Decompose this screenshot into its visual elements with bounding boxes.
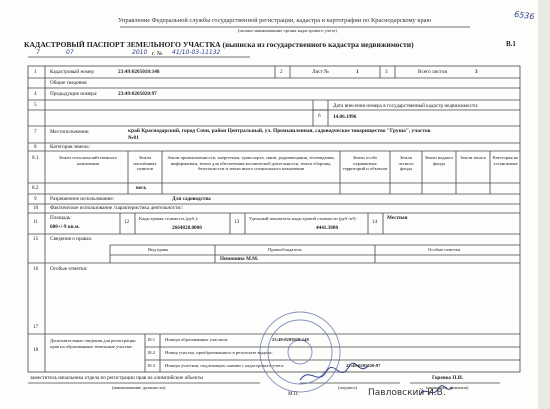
row-number: 10	[33, 205, 39, 211]
previous-numbers-label: Предыдущие номера:	[50, 91, 98, 97]
row-number: 18.1	[147, 337, 156, 342]
previous-numbers-value: 23:49:0205020:97	[118, 91, 157, 97]
form-code: В.1	[506, 40, 516, 48]
cadastral-number-value: 23:49:0205018:148	[118, 69, 160, 75]
row-number: 11	[33, 219, 38, 225]
rights-label: Сведения о правах:	[50, 236, 93, 242]
category-water: Земли водного фонда	[424, 155, 454, 166]
row-number: 4	[34, 91, 37, 97]
area-value: 600+/-9 кв.м.	[50, 224, 80, 230]
row-number: 18.3	[147, 363, 156, 368]
official-position: заместитель начальника отдела по регистрации прав на олимпийские объекты	[30, 375, 203, 381]
cadastral-number-label: Кадастровый номер	[50, 69, 94, 75]
specific-value-label: Удельный показатель кадастровой стоимости (руб./м²):	[249, 216, 357, 221]
land-category-label: Категория земель:	[50, 144, 91, 150]
special-notes-label: Особые отметки:	[50, 266, 88, 272]
extra-signatory-name: Павловский И.В.	[368, 388, 446, 398]
removed-plots-label: Номера участков, подлежащих снятию с кадастрового учета:	[165, 363, 285, 368]
rights-holder-value: Пимонина М.М.	[220, 256, 259, 262]
actual-use-label: Фактическое использование /характеристика деятельности/:	[50, 205, 184, 211]
name-caption: (инициалы, фамилия)	[426, 385, 469, 390]
total-sheets-value: 3	[475, 69, 478, 75]
position-caption: (наименование должности)	[112, 385, 166, 390]
permitted-use-value: Для садоводства	[172, 196, 211, 202]
row-number: 18.2	[147, 350, 156, 355]
row-number: 7	[34, 129, 37, 135]
cadastral-value-label: Кадастровая стоимость (руб.):	[139, 216, 199, 221]
row-number: 16	[33, 266, 39, 272]
row-number: 9	[34, 196, 37, 202]
row-number: 2	[280, 69, 283, 75]
row-number: 8.1	[32, 155, 39, 161]
category-settlements: Земли населённых пунктов	[133, 155, 157, 171]
cadastral-value: 2664828.0000	[172, 225, 202, 231]
general-info-heading: Общие сведения	[50, 80, 87, 86]
location-label: Местоположение:	[50, 129, 90, 135]
official-name: Горенко П.И.	[432, 375, 464, 381]
registration-date-value: 14.06.1996	[333, 114, 357, 120]
formed-plots-value: 23:49:0205018:148	[272, 337, 309, 342]
transformed-plot-label: Номер участка, преобразованного в результате выдела:	[165, 350, 273, 355]
registration-number: 41/10-03-11132	[172, 49, 221, 56]
specific-value: 4441.3800	[316, 225, 339, 231]
category-agricultural: Земли сельскохозяйственного назначения	[58, 155, 118, 166]
agency-caption: (полное наименование органа кадастрового учета)	[238, 28, 337, 33]
additional-info-label: Дополнительные сведения для регистрации прав на образованные земельные участки:	[50, 338, 136, 349]
sheet-value: 1	[356, 69, 359, 75]
row-number: 14	[372, 219, 378, 225]
category-reserve: Земли запаса	[460, 155, 486, 160]
row-number: 3	[385, 69, 388, 75]
row-number: 6	[318, 113, 321, 119]
row-number: 18	[33, 347, 39, 353]
registration-date-label: Дата внесения номера в государственный кадастр недвижимости:	[333, 103, 479, 109]
rights-col-holder: Правообладатель	[268, 247, 302, 252]
total-sheets-label: Всего листов	[418, 69, 447, 75]
sheet-label: Лист №	[312, 69, 330, 75]
location-value-line1: край Краснодарский, город Сочи, район Центральный, ул. Промышленная, садоводческое товарищество "Груша", участок	[128, 128, 431, 134]
rights-col-type: Вид права	[148, 247, 168, 252]
category-industry: Земли промышленности, энергетики, транспорта, связи, радиовещания, телевидения, информатики, земли для обеспечения космической деятельности, земли обороны, безопасности и земли иного специального назначения	[167, 155, 335, 171]
row-number: 5	[34, 102, 37, 108]
row-number: 12	[124, 219, 130, 225]
permitted-use-label: Разрешенное использование:	[50, 196, 115, 202]
agency-name: Управление Федеральной службы государственной регистрации, кадастра и картографии по Краснодарскому краю	[118, 17, 432, 24]
location-value-line2: №81	[128, 135, 139, 141]
date-month: 07	[66, 49, 74, 56]
value-type: Местная	[387, 215, 408, 221]
row-number: 15	[33, 236, 39, 242]
date-day: 7	[36, 49, 40, 56]
area-label: Площадь:	[50, 215, 72, 221]
row-number: 17	[33, 324, 39, 330]
row-number: 1	[34, 69, 37, 75]
stamp-place: М.П.	[288, 391, 299, 397]
row-number: 8	[34, 144, 37, 150]
page-title: КАДАСТРОВЫЙ ПАСПОРТ ЗЕМЕЛЬНОГО УЧАСТКА (выписка из государственного кадастра недвижимости)	[24, 40, 414, 49]
rights-col-notes: Особые отметки	[428, 247, 461, 252]
removed-plots-value: 23:49:0205020:97	[346, 363, 381, 368]
category-mark: весь	[136, 185, 147, 191]
signature-caption: (подпись)	[338, 385, 358, 390]
date-suffix: г. №	[152, 51, 163, 57]
category-unset: Категория не установлена	[492, 155, 519, 166]
row-number: 13	[234, 219, 240, 225]
category-protected: Земли особо охраняемых территорий и объектов	[342, 155, 388, 171]
row-number: 8.2	[32, 185, 39, 191]
date-year: 2010	[132, 49, 148, 56]
category-forest: Земли лесного фонда	[398, 155, 414, 171]
formed-plots-label: Номера образованных участков:	[165, 337, 229, 342]
document-number: 6536	[513, 9, 535, 22]
